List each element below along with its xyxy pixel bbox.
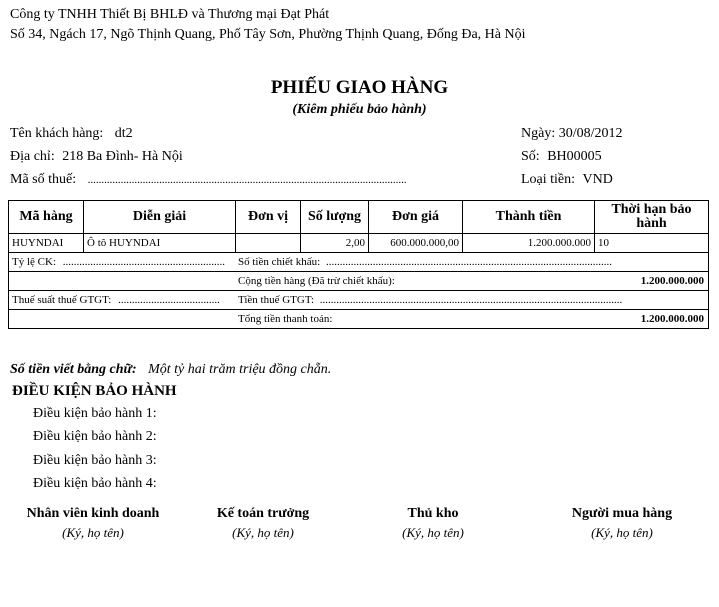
customer-name-label: Tên khách hàng: (10, 126, 104, 141)
currency-value: VND (582, 172, 613, 187)
signature-sales-note: (Ký, họ tên) (62, 525, 124, 540)
discount-amount-dots: ........................................................................................................ (325, 256, 612, 268)
cell-warranty-period: 10 (595, 234, 709, 253)
date-label: Ngày: (521, 126, 556, 141)
signature-chief-accountant-role: Kế toán trưởng (216, 506, 310, 521)
discount-amount-label: Số tiền chiết khấu: (238, 256, 321, 268)
number-value: BH00005 (547, 149, 602, 164)
vat-amount-label: Tiền thuế GTGT: (238, 294, 315, 306)
amount-in-words-value: Một tỷ hai trăm triệu đồng chẵn. (148, 362, 332, 377)
tax-code-dots: .................................................................................................................... (87, 174, 407, 186)
document-subtitle: (Kiêm phiếu bảo hành) (292, 102, 427, 117)
discount-row (9, 253, 709, 272)
header-warranty-period: Thời hạn bảo hành (595, 201, 709, 234)
vat-rate-dots: ..................................... (118, 294, 220, 306)
total-row (9, 310, 709, 329)
company-address: Số 34, Ngách 17, Ngõ Thịnh Quang, Phố Tây Sơn, Phường Thịnh Quang, Đống Đa, Hà Nội (10, 27, 526, 42)
signature-sales-role: Nhân viên kinh doanh (26, 506, 160, 521)
vat-rate-label: Thuế suất thuế GTGT: (12, 294, 112, 306)
header-item-code: Mã hàng (9, 201, 84, 234)
date-row (521, 126, 623, 142)
signature-storekeeper-note: (Ký, họ tên) (402, 525, 464, 540)
company-name: Công ty TNHH Thiết Bị BHLĐ và Thương mại Đạt Phát (10, 7, 330, 22)
number-row (521, 149, 602, 165)
document-title: PHIẾU GIAO HÀNG (270, 77, 449, 98)
tax-code-label: Mã số thuế: (10, 172, 77, 187)
cell-item-code: HUYNDAI (9, 234, 84, 253)
cell-quantity: 2,00 (301, 234, 369, 253)
warranty-item: Điều kiện bảo hành 1: (33, 406, 157, 421)
customer-address-label: Địa chỉ: (10, 149, 55, 164)
table-row (9, 234, 709, 253)
date-value: 30/08/2012 (558, 126, 623, 141)
discount-rate-dots: ........................................................... (62, 256, 225, 268)
currency-label: Loại tiền: (521, 172, 576, 187)
number-label: Số: (521, 149, 540, 164)
header-quantity: Số lượng (301, 201, 369, 234)
signature-chief-accountant-note: (Ký, họ tên) (232, 525, 294, 540)
discount-rate-label: Tỷ lệ CK: (12, 256, 56, 268)
cell-description: Ô tô HUYNDAI (84, 234, 236, 253)
total-value: 1.200.000.000 (640, 313, 704, 325)
tax-code-row (10, 172, 407, 188)
warranty-item: Điều kiện bảo hành 3: (33, 453, 157, 468)
customer-name-row (10, 126, 133, 142)
cell-amount: 1.200.000.000 (463, 234, 595, 253)
subtotal-value: 1.200.000.000 (640, 275, 704, 287)
customer-address-value: 218 Ba Đình- Hà Nội (62, 149, 183, 164)
total-label: Tổng tiền thanh toán: (238, 313, 333, 325)
table-header-row (9, 201, 709, 234)
vat-row (9, 291, 709, 310)
amount-in-words (10, 362, 331, 378)
signature-buyer-role: Người mua hàng (571, 506, 673, 521)
signature-buyer-note: (Ký, họ tên) (591, 525, 653, 540)
customer-name-value: dt2 (114, 126, 133, 141)
warranty-item: Điều kiện bảo hành 4: (33, 476, 157, 491)
subtotal-label: Cộng tiền hàng (Đã trừ chiết khấu): (238, 275, 395, 287)
cell-unit (236, 234, 301, 253)
header-amount: Thành tiền (463, 201, 595, 234)
warranty-title: ĐIỀU KIỆN BẢO HÀNH (12, 383, 177, 399)
header-description: Diễn giải (84, 201, 236, 234)
signature-storekeeper-role: Thủ kho (407, 506, 459, 521)
items-table (8, 200, 709, 329)
currency-row (521, 172, 613, 188)
customer-address-row (10, 149, 183, 165)
vat-amount-dots: .............................................................................................................. (319, 294, 623, 306)
amount-in-words-label: Số tiền viết bằng chữ: (10, 362, 137, 377)
cell-unit-price: 600.000.000,00 (369, 234, 463, 253)
subtotal-row (9, 272, 709, 291)
header-unit: Đơn vị (236, 201, 301, 234)
header-unit-price: Đơn giá (369, 201, 463, 234)
warranty-item: Điều kiện bảo hành 2: (33, 429, 157, 444)
